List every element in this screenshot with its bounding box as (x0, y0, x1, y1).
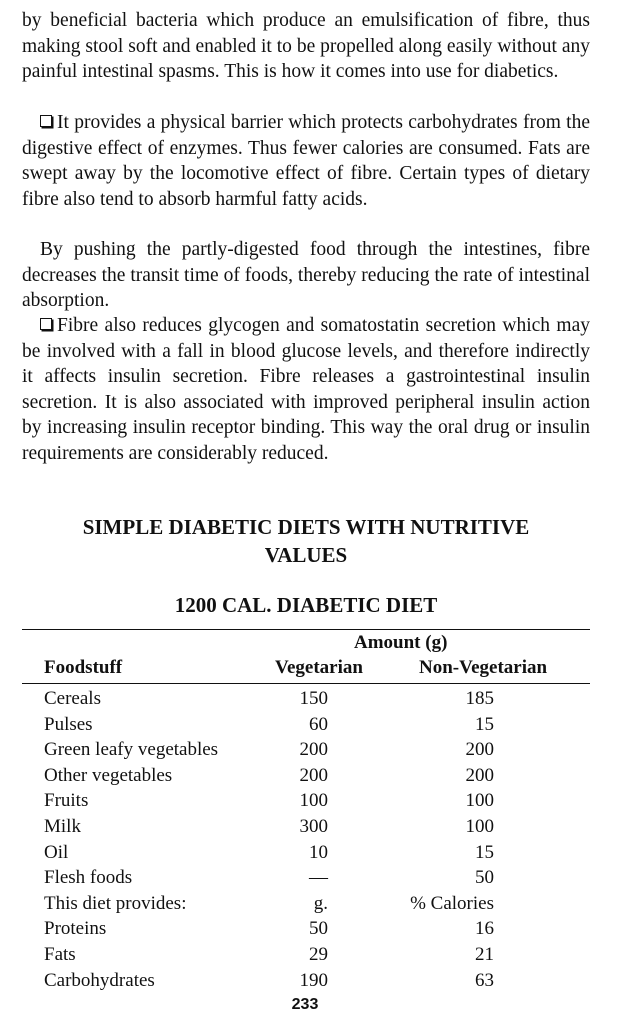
paragraph-4-text: Fibre also reduces glycogen and somatostatin secretion which may be involved with a fall in blood glucose levels, and therefore indirectly it affects insulin secretion. Fibre releases a gastrointestinal insulin secretion. It is also associated with improved peripheral insulin action by increasing insulin receptor binding. This way the oral drug or insulin requirements are considerably reduced. (22, 315, 590, 464)
page-number: 233 (291, 996, 319, 1013)
checkbox-bullet-icon (40, 318, 52, 330)
table-row-vegetarian-value: 29 (309, 944, 328, 965)
section-heading-line-2: VALUES (264, 543, 348, 567)
table-top-rule (22, 629, 590, 630)
table-row-vegetarian-value: — (309, 867, 328, 888)
table-row-non-vegetarian-value: 15 (475, 842, 494, 863)
table-row-vegetarian-value: 10 (309, 842, 328, 863)
table-row-non-vegetarian-value: 200 (465, 739, 494, 760)
table-row-foodstuff: Pulses (44, 714, 93, 735)
table-row-vegetarian-value: 200 (299, 739, 328, 760)
table-row-foodstuff: Milk (44, 816, 81, 837)
amount-header: Amount (g) (354, 632, 448, 653)
table-row-vegetarian-value: 50 (309, 918, 328, 939)
table-row-vegetarian-value: 100 (299, 790, 328, 811)
table-row-non-vegetarian-value: 63 (475, 970, 494, 991)
paragraph-3-text: By pushing the partly-digested food through the intestines, fibre decreases the transit time of foods, thereby reducing the rate of intestinal absorption. (22, 239, 590, 311)
column-header-vegetarian: Vegetarian (275, 657, 363, 678)
table-row-vegetarian-value: 200 (299, 765, 328, 786)
table-row-vegetarian-value: 150 (299, 688, 328, 709)
table-row-foodstuff: Green leafy vegetables (44, 739, 219, 760)
table-row-foodstuff: Carbohydrates (44, 970, 155, 991)
table-row-foodstuff: Flesh foods (44, 867, 133, 888)
table-row-vegetarian-value: 190 (299, 970, 328, 991)
paragraph-1 (22, 8, 590, 85)
table-row-non-vegetarian-value: 16 (475, 918, 494, 939)
table-row-non-vegetarian-value: 185 (465, 688, 494, 709)
paragraph-3 (22, 237, 590, 314)
table-row-non-vegetarian-value: 200 (465, 765, 494, 786)
paragraph-2 (22, 110, 590, 212)
table-row-foodstuff: This diet provides: (44, 893, 187, 914)
column-header-foodstuff: Foodstuff (44, 657, 123, 678)
paragraph-2-text: It provides a physical barrier which protects carbohydrates from the digestive effect of enzymes. Thus fewer calories are consumed. Fats are swept away by the locomotive effect of fibre. Certain types of dietary fibre also tend to absorb harmful fatty acids. (22, 112, 590, 210)
table-row-vegetarian-value: 60 (309, 714, 328, 735)
table-row-foodstuff: Fats (44, 944, 76, 965)
table-row-foodstuff: Oil (44, 842, 69, 863)
table-row-foodstuff: Fruits (44, 790, 89, 811)
table-row-foodstuff: Cereals (44, 688, 101, 709)
paragraph-1-text: by beneficial bacteria which produce an emulsification of fibre, thus making stool soft and enabled it to be propelled along easily without any painful intestinal spasms. This is how it comes into use for diabetics. (22, 10, 590, 82)
table-row-non-vegetarian-value: 100 (465, 790, 494, 811)
table-row-non-vegetarian-value: % Calories (410, 893, 494, 914)
table-header-rule (22, 683, 590, 684)
table-row-vegetarian-value: g. (313, 893, 328, 914)
table-row-non-vegetarian-value: 100 (465, 816, 494, 837)
checkbox-bullet-icon (40, 115, 52, 127)
table-row-non-vegetarian-value: 50 (475, 867, 494, 888)
section-heading-line-1: SIMPLE DIABETIC DIETS WITH NUTRITIVE (82, 515, 530, 539)
table-row-non-vegetarian-value: 15 (475, 714, 494, 735)
table-row-foodstuff: Proteins (44, 918, 107, 939)
table-row-non-vegetarian-value: 21 (475, 944, 494, 965)
table-row-vegetarian-value: 300 (299, 816, 328, 837)
table-title: 1200 CAL. DIABETIC DIET (174, 593, 438, 617)
paragraph-4 (22, 313, 590, 466)
column-header-non-vegetarian: Non-Vegetarian (419, 657, 548, 678)
table-row-foodstuff: Other vegetables (44, 765, 173, 786)
